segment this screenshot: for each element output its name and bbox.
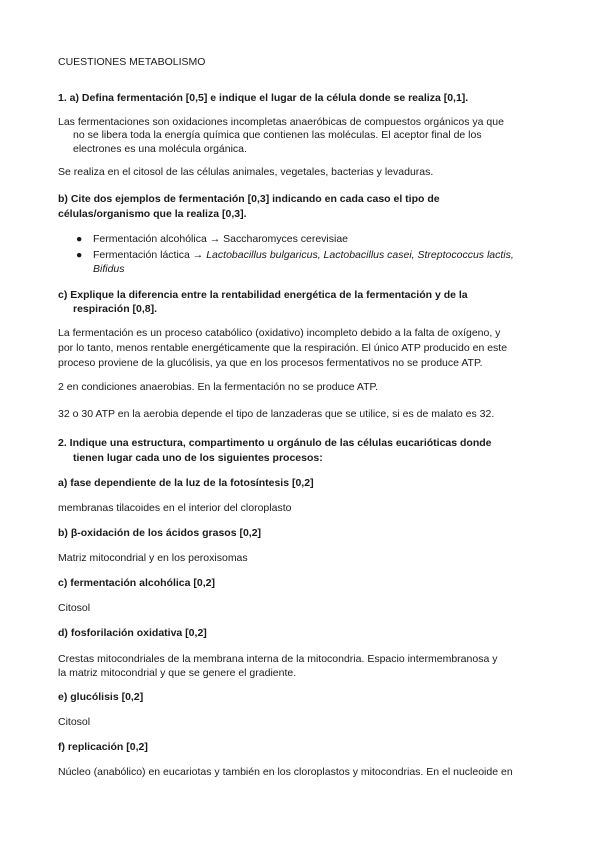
q2f-answer: Núcleo (anabólico) en eucariotas y también en los cloroplastos y mitocondrias. En el nucleoide en [58, 766, 513, 778]
q1b-heading: b) Cite dos ejemplos de fermentación [0,3] indicando en cada caso el tipo de [58, 193, 440, 205]
list-item [93, 249, 514, 262]
q2c-label: c) fermentación alcohólica [0,2] [58, 577, 215, 589]
q2f-label: f) replicación [0,2] [58, 741, 148, 753]
q2a-label: a) fase dependiente de la luz de la fotosíntesis [0,2] [58, 477, 314, 489]
bullet-icon: ● [76, 249, 83, 261]
q1-answer-line: Las fermentaciones son oxidaciones incompletas anaeróbicas de compuestos orgánicos ya que [58, 116, 504, 128]
q1b-heading: células/organismo que la realiza [0,3]. [58, 208, 247, 220]
q2e-label: e) glucólisis [0,2] [58, 691, 144, 703]
q2e-answer: Citosol [58, 716, 91, 728]
list-item-species: Lactobacillus bulgaricus, Lactobacillus casei, Streptococcus lactis, [206, 249, 514, 261]
q2c-answer: Citosol [58, 602, 91, 614]
q2d-label: d) fosforilación oxidativa [0,2] [58, 627, 207, 639]
q2a-answer: membranas tilacoides en el interior del cloroplasto [58, 502, 292, 514]
q2b-label: b) β-oxidación de los ácidos grasos [0,2] [58, 527, 262, 539]
q1c-answer-anaerobic: 2 en condiciones anaerobias. En la fermentación no se produce ATP. [58, 381, 379, 393]
q2-heading: tienen lugar cada uno de los siguientes procesos: [73, 452, 323, 464]
q1-answer-line: electrones es una molécula orgánica. [73, 143, 247, 155]
q2b-answer: Matriz mitocondrial y en los peroxisomas [58, 552, 248, 564]
q1c-answer-aerobic: 32 o 30 ATP en la aerobia depende el tipo de lanzaderas que se utilice, si es de malato es 32. [58, 408, 495, 420]
q2-heading: 2. Indique una estructura, compartimento u orgánulo de las células eucarióticas donde [58, 437, 492, 449]
q1-location-answer: Se realiza en el citosol de las células animales, vegetales, bacterias y levaduras. [58, 166, 434, 178]
q1c-answer-line: proceso proviene de la glucólisis, ya que en los procesos fermentativos no se produce ATP. [58, 357, 483, 369]
page-title: CUESTIONES METABOLISMO [58, 56, 206, 68]
list-item-prefix: Fermentación láctica → [93, 249, 207, 261]
q1c-heading: respiración [0,8]. [73, 303, 158, 315]
q2d-answer-line: la matriz mitocondrial y que se genere el gradiente. [58, 667, 297, 679]
q1-heading: 1. a) Defina fermentación [0,5] e indique el lugar de la célula donde se realiza [0,1]. [58, 92, 469, 104]
q1c-answer-line: por lo tanto, menos rentable energéticamente que la respiración. El único ATP producido en este [58, 342, 508, 354]
list-item: Fermentación alcohólica → Saccharomyces cerevisiae [93, 233, 349, 245]
q1c-answer-line: La fermentación es un proceso catabólico (oxidativo) incompleto debido a la falta de oxígeno, y [58, 327, 501, 339]
q1c-heading: c) Explique la diferencia entre la rentabilidad energética de la fermentación y de la [58, 289, 468, 301]
list-item-continuation: Bifidus [93, 263, 125, 275]
q2d-answer-line: Crestas mitocondriales de la membrana interna de la mitocondria. Espacio intermembranosa y [58, 653, 498, 665]
bullet-icon: ● [76, 233, 83, 245]
q1-answer-line: no se libera toda la energía química que contienen las moléculas. El aceptor final de los [73, 129, 482, 141]
